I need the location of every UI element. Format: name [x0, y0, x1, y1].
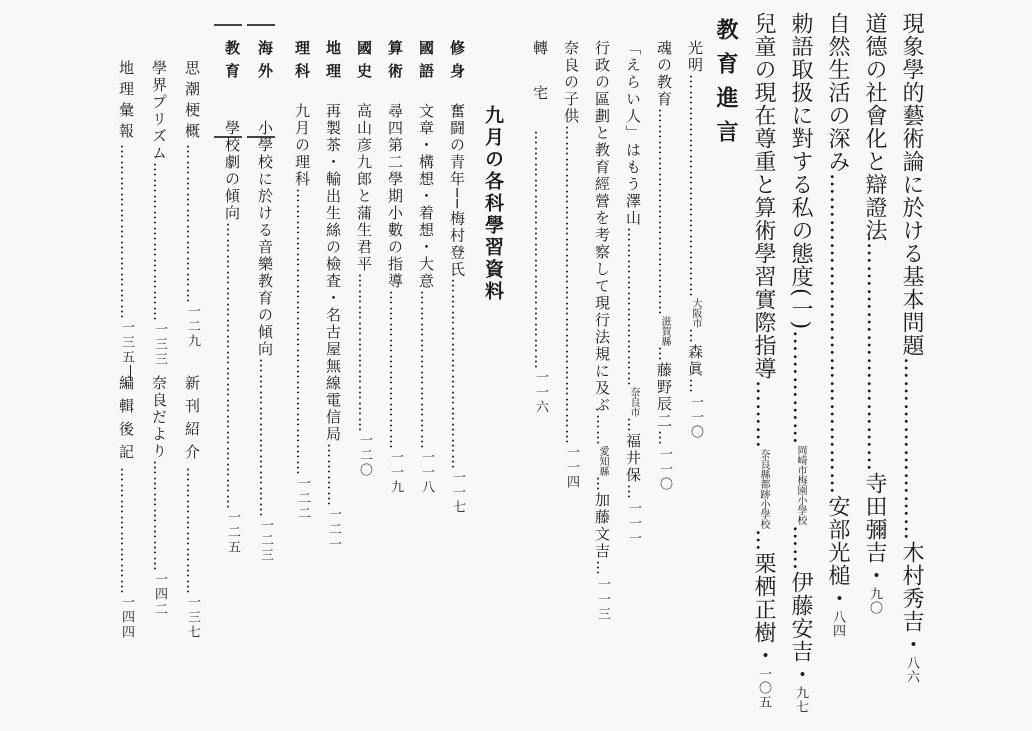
article-3: 自然生活の深み……………………………………安部光槌・八四 [825, 12, 850, 638]
education-item-4: 行政の區劃と教育經營を考察して現行法規に及ぶ……愛知縣…加藤文吉…一一三 [593, 40, 611, 622]
subject-item-5: 地理 再製茶・輸出生絲の檢査・名古屋無線電信局…………一二一 [324, 40, 342, 552]
article-1: 現象學的藝術論に於ける基本問題……………………木村秀吉・八六 [899, 12, 924, 684]
article-title: 現象學的藝術論に於ける基本問題 [899, 12, 924, 357]
article-author: 寺田彌吉 [862, 472, 887, 564]
article-page: 一〇五 [756, 667, 771, 709]
misc-item-1: 思潮梗概…………………………一二九 [183, 60, 201, 349]
article-page: 九〇 [867, 587, 882, 615]
subject-item-4: 國史 高山彦九郎と蒲生君平…………………………一二〇 [355, 40, 373, 478]
article-5: 兒童の現在尊重と算術學習實際指導………奈良縣都跡小學校…栗栖正樹・一〇五 [751, 12, 776, 709]
section-heading-education: 教育進言 [713, 18, 739, 154]
education-item-2: 魂の教育…………………………………滋賀縣…藤野辰二…一一〇 [655, 40, 673, 492]
article-page: 八四 [830, 610, 845, 638]
article-title: 勅語取扱に對する私の態度(一) [788, 12, 813, 331]
article-affil: 岡崎市梅園小學校 [795, 445, 806, 526]
misc-item-3: 地理彙報……………………………一三五 [117, 60, 135, 365]
article-2: 道德の社會化と辯證法…………………………寺田彌吉・九〇 [862, 12, 887, 615]
subject-item-6: 理科 九月の理科………………………………………………一二二 [293, 40, 311, 521]
article-title: 自然生活の深み [825, 12, 850, 173]
article-page: 八六 [904, 656, 919, 684]
article-title: 兒童の現在尊重と算術學習實際指導 [751, 12, 776, 380]
article-4: 勅語取扱に對する私の態度(一)……………岡崎市梅園小學校……伊藤安吉・九七 [788, 12, 813, 715]
article-author: 木村秀吉 [899, 541, 924, 633]
article-affil: 奈良縣都跡小學校 [758, 449, 769, 529]
misc-item-4: 新刊紹介……………………一三七 [183, 375, 201, 640]
article-title: 道德の社會化と辯證法 [862, 12, 887, 242]
overseas-item: 海外 小學校に於ける音樂教育の傾向…………………………一二三 [256, 40, 274, 563]
education-item-6: 轉宅………………………………………一一六 [531, 40, 549, 415]
education-item-1: 光明……………………………………大阪市…森眞…一一〇 [686, 40, 704, 440]
education-section-item: 教育 學校劇の傾向………………………………………………一二五 [223, 40, 241, 555]
article-author: 栗栖正樹 [751, 552, 776, 644]
article-page: 九七 [793, 686, 808, 715]
education-item-3: 「えらい人」はもう澤山…………………………奈良市…福井保…一一一 [624, 40, 642, 546]
subject-item-3: 算術 尋四第二學期小數の指導…………………………一一九 [386, 40, 404, 495]
misc-item-5: 奈良だより…………………一四二 [150, 375, 168, 617]
misc-item-2: 學界プリズム…………………………一三三 [150, 60, 168, 367]
article-author: 伊藤安吉 [788, 571, 813, 664]
subject-item-2: 國語 文章・構想・着想・大意…………………………一一八 [417, 40, 435, 495]
section-heading-september: 九月の各科學習資料 [482, 105, 504, 303]
education-item-5: 奈良の子供……………………………………………………一一四 [562, 40, 580, 490]
article-author: 安部光槌 [825, 495, 850, 587]
misc-item-6: 編輯後記……………………一四四 [117, 375, 135, 640]
subject-item-1: 修身 奮闘の青年──梅村登氏………………………………一一七 [448, 40, 466, 516]
